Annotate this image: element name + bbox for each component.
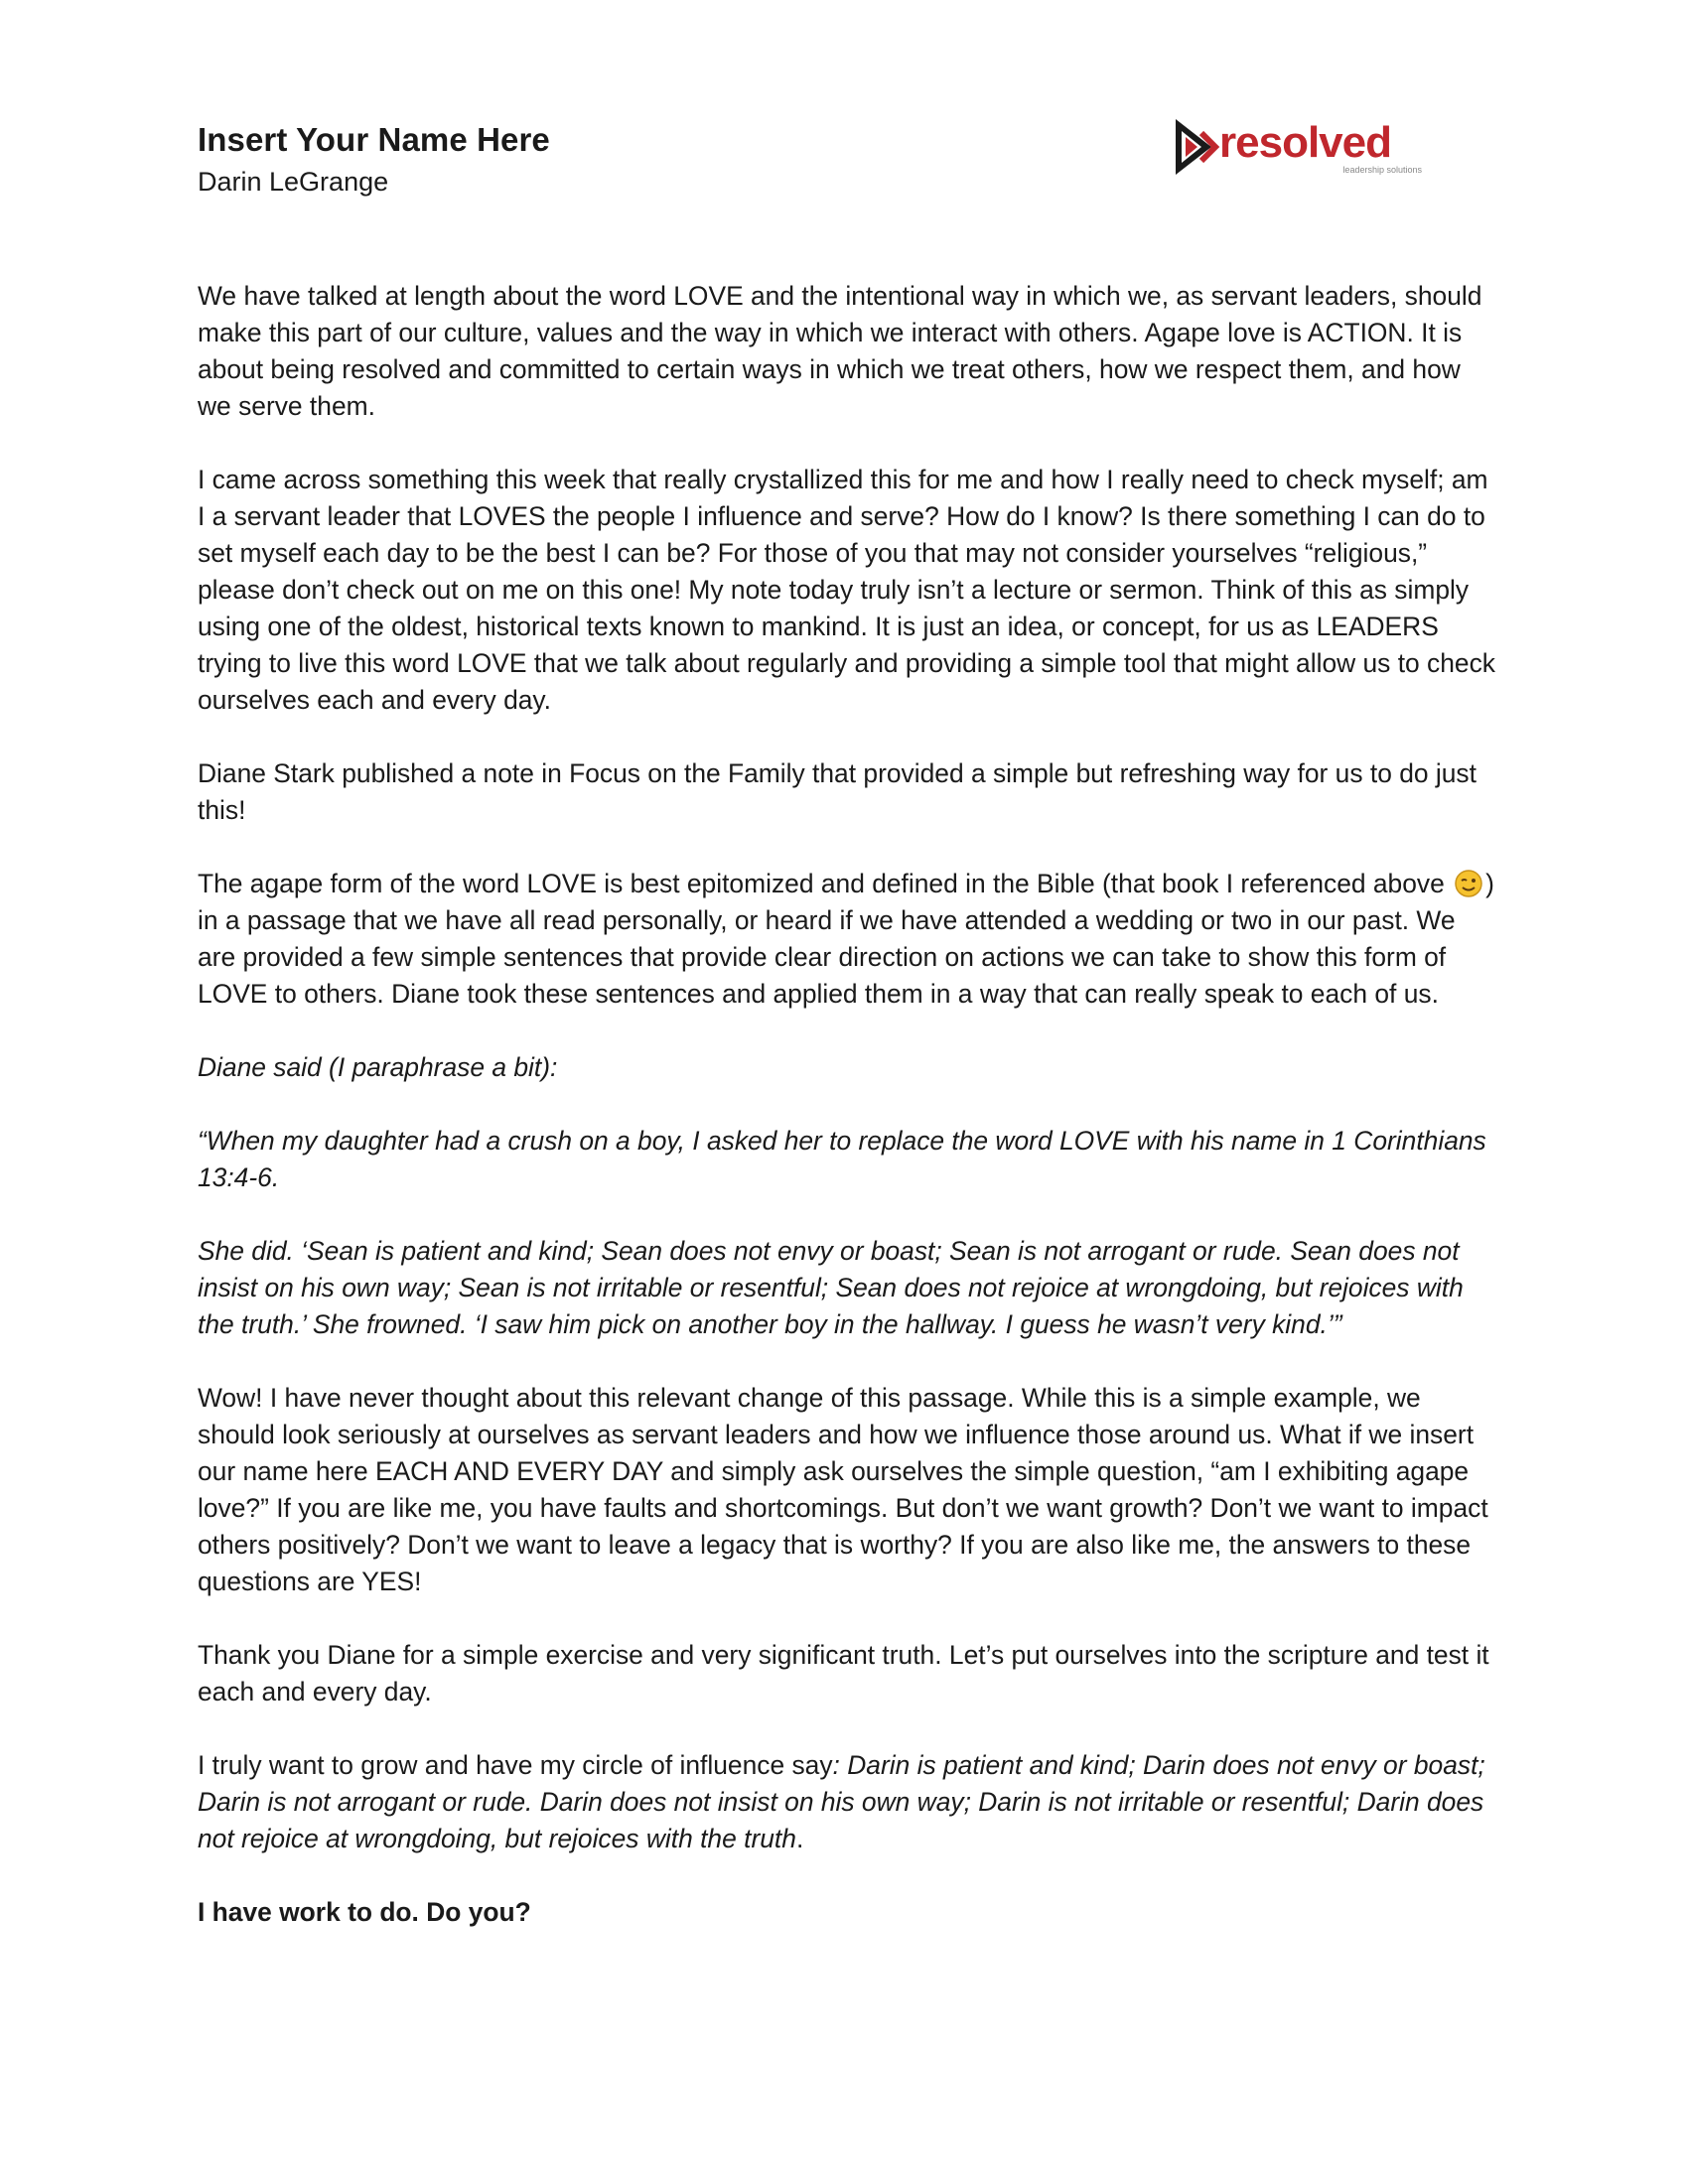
paragraph-3: Diane Stark published a note in Focus on the Family that provided a simple but refreshing way for us to do just this! [198, 758, 1477, 825]
paragraph-10-end: . [795, 1824, 804, 1853]
winking-face-icon [1454, 869, 1483, 898]
paragraph-2: I came across something this week that really crystallized this for me and how I really need to check myself; am I a servant leader that LOVES the people I influence and serve? How do I know? Is there something I can do to set myself each day to be the best I can be? For those of you that may not consider yourselves “religious,” please don’t check out on me on this one! My note today truly isn’t a lecture or sermon. Think of this as simply using one of the oldest, historical texts known to mankind. It is just an idea, or concept, for us as LEADERS trying to live this word LOVE that we talk about regularly and providing a simple tool that might allow us to check ourselves each and every day. [198, 465, 1495, 715]
paragraph-10 [198, 1747, 1498, 1857]
paragraph-4-text-a: The agape form of the word LOVE is best epitomized and defined in the Bible (that book I referenced above [198, 869, 1453, 898]
paragraph-10-italic: : Darin is patient and kind; Darin does not envy or boast; Darin is not arrogant or rude. Darin does not insist on his own way; Darin is not irritable or resentful; Darin does not rejoice at wrongdoing, but rejoices with the truth [198, 1750, 1485, 1853]
closing-line: I have work to do. Do you? [198, 1897, 531, 1927]
paragraph-4 [198, 866, 1498, 1013]
paragraph-4-text-b: ) in a passage that we have all read personally, or heard if we have attended a wedding or two in our past. We are provided a few simple sentences that provide clear direction on actions we can take to show this form of LOVE to others. Diane took these sentences and applied them in a way that can really speak to each of us. [198, 869, 1494, 1009]
paragraph-7: She did. ‘Sean is patient and kind; Sean does not envy or boast; Sean is not arrogant or rude. Sean does not insist on his own way; Sean is not irritable or resentful; Sean does not rejoice at wrongdoing, but rejoices with the truth.’ She frowned. ‘I saw him pick on another boy in the hallway. I guess he wasn’t very kind.’” [198, 1236, 1464, 1339]
letter-body [198, 278, 1498, 1968]
paragraph-1: We have talked at length about the word LOVE and the intentional way in which we, as servant leaders, should make this part of our culture, values and the way in which we interact with others. Agape love is ACTION. It is about being resolved and committed to certain ways in which we treat others, how we respect them, and how we serve them. [198, 281, 1482, 421]
author-name: Darin LeGrange [198, 167, 389, 197]
logo-tagline: leadership solutions [1342, 165, 1422, 175]
paragraph-5: Diane said (I paraphrase a bit): [198, 1052, 558, 1082]
logo-mark-icon [1176, 119, 1215, 175]
paragraph-6: “When my daughter had a crush on a boy, I asked her to replace the word LOVE with his name in 1 Corinthians 13:4-6. [198, 1126, 1486, 1192]
logo-wordmark: resolved [1219, 118, 1391, 167]
paragraph-8: Wow! I have never thought about this relevant change of this passage. While this is a simple example, we should look seriously at ourselves as servant leaders and how we influence those around us. What if we insert our name here EACH AND EVERY DAY and simply ask ourselves the simple question, “am I exhibiting agape love?” If you are like me, you have faults and shortcomings. But don’t we want growth? Don’t we want to impact others positively? Don’t we want to leave a legacy that is worthy? If you are also like me, the answers to these questions are YES! [198, 1383, 1488, 1596]
resolved-logo [1172, 111, 1430, 183]
document-title: Insert Your Name Here [198, 121, 550, 158]
paragraph-9: Thank you Diane for a simple exercise and very significant truth. Let’s put ourselves into the scripture and test it each and every day. [198, 1640, 1489, 1706]
paragraph-10-text-a: I truly want to grow and have my circle of influence say [198, 1750, 833, 1780]
